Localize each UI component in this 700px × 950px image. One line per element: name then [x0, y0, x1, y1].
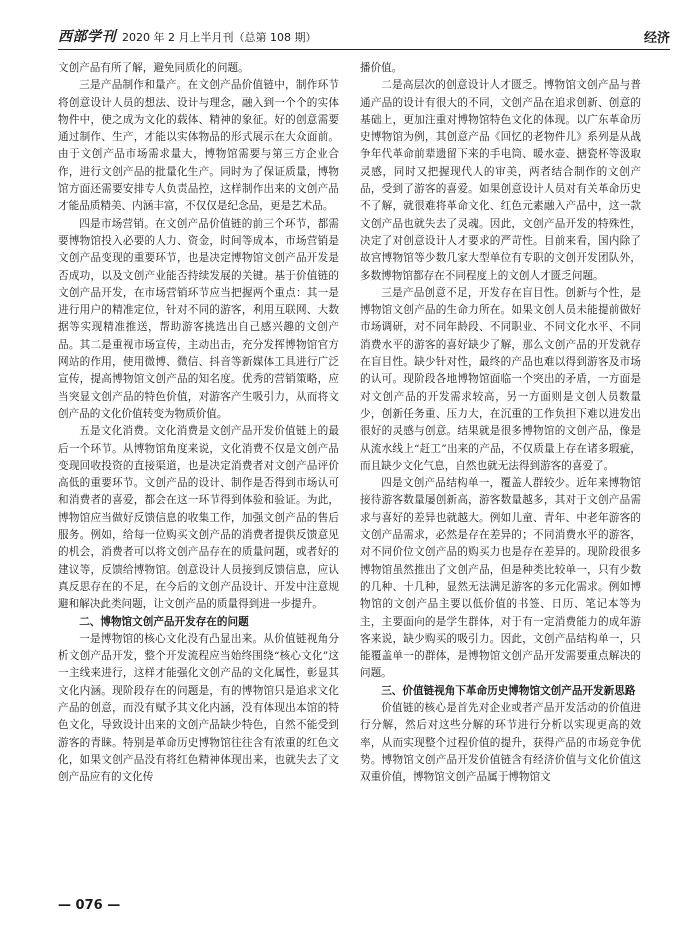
- page-number: — 076 —: [58, 898, 121, 913]
- paragraph: 四是文创产品结构单一，覆盖人群较少。近年来博物馆接待游客数量屡创新高，游客数量越多，其对于文创产品需求与喜好的差异也就越大。例如儿童、青年、中老年游客的文创产品需求，必然是存在差异的；不同消费水平的游客，对不同价位文创产品的购买力也是存在差异的。现阶段很多博物馆虽然推出了文创产品，但是种类比较单一，只有少数的几种、十几种，显然无法满足游客的多元化需求。例如博物馆的文创产品主要以低价值的书签、日历、笔记本等为主，主要面向的是学生群体，对于有一定消费能力的成年游客来说，缺少购买的吸引力。因此，文创产品结构单一，只能覆盖单一的群体，是博物馆文创产品开发需要重点解决的问题。: [360, 477, 641, 680]
- paragraph: 四是市场营销。在文创产品价值链的前三个环节，都需要博物馆投入必要的人力、资金，时间等成本，市场营销是文创产品变现的重要环节，也是决定博物馆文创产品开发是否成功，以及文创产业能否持续发展的关键。基于价值链的文创产品开发，在市场营销环节应当把握两个重点：其一是进行用户的精准定位，针对不同的游客，利用互联网、大数据等实现精准推送，帮助游客挑选出自己感兴趣的文创产品。其二是重视市场宣传，主动出击，充分发挥博物馆官方网站的作用，使用微博、微信、抖音等新媒体工具进行广泛宣传，提高博物馆文创产品的知名度。优秀的营销策略，应当突显文创产品的特色价值，对游客产生吸引力，从而将文创产品的文化价值转变为物质价值。: [58, 217, 339, 420]
- paragraph: 三是产品创意不足，开发存在盲目性。创新与个性，是博物馆文创产品的生命力所在。如果文创人员未能提前做好市场调研，对不同年龄段、不同职业、不同文化水平、不同消费水平的游客的喜好缺少了解，那么文创产品的开发就存在盲目性。缺少针对性，最终的产品也难以得到游客及市场的认可。现阶段各地博物馆面临一个突出的矛盾，一方面是对文创产品的开发需求较高，另一方面则是文创人员数量少，创新任务重、压力大，在沉重的工作负担下难以进发出很好的灵感与创意。结果就是很多博物馆的文创产品，像是从流水线上“赶工”出来的产品，不仅质量上存在诸多瑕疵，而且缺少文化气息，自然也就无法得到游客的喜爱了。: [360, 286, 641, 472]
- left-column: [58, 60, 339, 786]
- journal-name: 西部学刊: [58, 29, 116, 45]
- paragraph: 二是高层次的创意设计人才匮乏。博物馆文创产品与普通产品的设计有很大的不同，文创产品在追求创新、创意的基础上，更加注重对博物馆特色文化的体现。以广东革命历史博物馆为例，其创意产品《回忆的老物件儿》系列是从战争年代革命前辈遗留下来的手电筒、暖水壶、搪瓷杯等汲取灵感，同时又把握现代人的审美，两者结合制作的文创产品，受到了游客的喜爱。如果创意设计人员对有关革命历史不了解，就很难将革命文化、红色元素融入产品中，这一款文创产品也就失去了灵魂。因此，文创产品开发的特殊性，决定了对创意设计人才要求的严苛性。目前来看，国内除了故宫博物馆等少数几家大型单位有专职的文创开发团队外，多数博物馆都存在不同程度上的文创人才匮乏问题。: [360, 79, 641, 282]
- header-left: [58, 26, 316, 46]
- section-heading: 二、博物馆文创产品开发存在的问题: [79, 615, 249, 628]
- issue-info: 2020 年 2 月上半月刊（总第 108 期）: [122, 31, 317, 44]
- paragraph: 五是文化消费。文化消费是文创产品开发价值链上的最后一个环节。从博物馆角度来说，文化消费不仅是文创产品变现回收投资的直接渠道，也是决定消费者对文创产品评价高低的重要环节。文创产品的设计、制作是否得到市场认可和消费者的喜爱，都会在这一环节得到体验和验证。为此，博物馆应当做好反馈信息的收集工作，加强文创产品的售后服务。例如，给每一位购买文创产品的消费者提供反馈意见的机会，消费者可以将文创产品存在的质量问题，或者好的建议等，反馈给博物馆。创意设计人员接到反馈信息，应认真反思存在的不足，在今后的文创产品设计、开发中注意规避和解决此类问题，让文创产品的质量得到进一步提升。: [58, 425, 339, 611]
- paragraph: 播价值。: [360, 62, 403, 74]
- section-name: 经济: [643, 31, 670, 46]
- paragraph: 价值链的核心是首先对企业或者产品开发活动的价值进行分解，然后对这些分解的环节进行分析以实现更高的效率，从而实现整个过程价值的提升，获得产品的市场竞争优势。博物馆文创产品开发价值链含有经济价值与文化价值这双重价值，博物馆文创产品属于博物馆文: [360, 701, 641, 784]
- paragraph: 三是产品制作和量产。在文创产品价值链中，制作环节将创意设计人员的想法、设计与理念，融入到一个个的实体物件中，使之成为文化的载体、精神的象征。好的创意需要通过制作、生产，才能以实体物品的形式展示在大众面前。由于文创产品市场需求量大，博物馆需要与第三方企业合作，进行文创产品的批量化生产。同时为了保证质量，博物馆方面还需要安排专人负责品控，这样制作出来的文创产品才能品质精美、内涵丰富，不仅仅是纪念品，更是艺术品。: [58, 79, 339, 213]
- right-column: [360, 60, 641, 786]
- page-header: [58, 22, 670, 50]
- paragraph: 一是博物馆的核心文化没有凸显出来。从价值链视角分析文创产品开发，整个开发流程应当始终围绕“核心文化”这一主线来进行，这样才能强化文创产品的文化属性，彰显其文化内涵。现阶段存在的问题是，有的博物馆只是追求文化产品的创意，而没有赋予其文化内涵，没有体现出本馆的特色文化，导致设计出来的文创产品缺少特色，自然不能受到游客的青睐。特别是革命历史博物馆往往含有浓重的红色文化，如果文创产品没有将红色精神体现出来，也就失去了文创产品应有的文化传: [58, 632, 339, 784]
- section-heading: 三、价值链视角下革命历史博物馆文创产品开发新思路: [381, 684, 636, 697]
- paragraph: 文创产品有所了解，避免同质化的问题。: [58, 62, 249, 74]
